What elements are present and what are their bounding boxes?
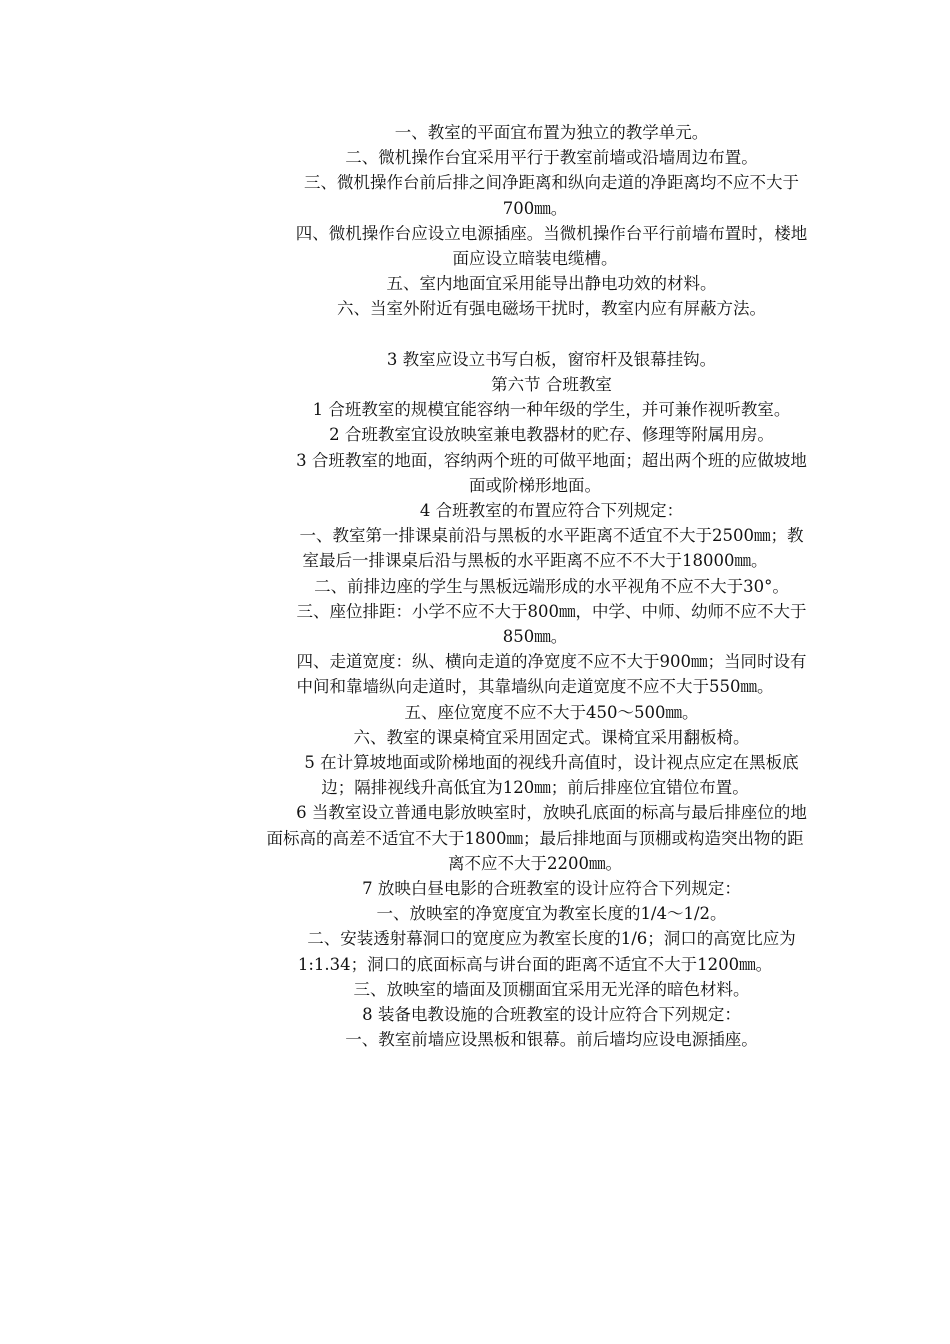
- paragraph: 三、微机操作台前后排之间净距离和纵向走道的净距离均不应不大于700㎜。: [304, 173, 799, 218]
- paragraph: 五、室内地面宜采用能导出静电功效的材料。: [386, 274, 717, 294]
- paragraph: 一、教室的平面宜布置为独立的教学单元。: [394, 123, 709, 142]
- paragraph: 一、教室第一排课桌前沿与黑板的水平距离不适宜不大于2500㎜；教室最后一排课桌后沿与黑板的水平距离不应不不大于18000㎜。: [299, 526, 804, 571]
- paragraph: 2 合班教室宜设放映室兼电教器材的贮存、修理等附属用房。: [329, 425, 774, 445]
- paragraph: 一、教室前墙应设黑板和银幕。前后墙均应设电源插座。: [345, 1030, 758, 1050]
- paragraph: 一、放映室的净宽度宜为教室长度的1/4～1/2。: [376, 904, 727, 924]
- paragraph-gap: [262, 322, 808, 347]
- paragraph: 5 在计算坡地面或阶梯地面的视线升高值时，设计视点应定在黑板底边；隔排视线升高低宜为120㎜；前后排座位宜错位布置。: [304, 753, 799, 798]
- paragraph: 6 当教室设立普通电影放映室时，放映孔底面的标高与最后排座位的地面标高的高差不适宜不大于1800㎜；最后排地面与顶棚或构造突出物的距离不应不大于2200㎜。: [266, 803, 807, 873]
- paragraph: 六、教室的课桌椅宜采用固定式。课椅宜采用翻板椅。: [353, 727, 750, 747]
- paragraph: 四、微机操作台应设立电源插座。当微机操作台平行前墙布置时，楼地面应设立暗装电缆槽。: [295, 223, 808, 269]
- paragraph: 1 合班教室的规模宜能容纳一种年级的学生，并可兼作视听教室。: [312, 400, 791, 420]
- paragraph: 二、前排边座的学生与黑板远端形成的水平视角不应不大于30°。: [314, 576, 789, 596]
- paragraph: 六、当室外附近有强电磁场干扰时，教室内应有屏蔽方法。: [337, 299, 766, 319]
- paragraph: 3 教室应设立书写白板，窗帘杆及银幕挂钩。: [386, 349, 717, 369]
- paragraph: 第六节 合班教室: [491, 375, 612, 395]
- paragraph: 3 合班教室的地面，容纳两个班的可做平地面；超出两个班的应做坡地面或阶梯形地面。: [296, 450, 807, 495]
- paragraph: 三、座位排距：小学不应不大于800㎜，中学、中师、幼师不应不大于850㎜。: [296, 601, 807, 647]
- paragraph: 四、走道宽度：纵、横向走道的净宽度不应不大于900㎜；当同时设有中间和靠墙纵向走道时，其靠墙纵向走道宽度不应不大于550㎜。: [296, 652, 807, 697]
- paragraph: 五、座位宽度不应不大于450～500㎜。: [404, 702, 699, 722]
- paragraph: 4 合班教室的布置应符合下列规定：: [419, 501, 684, 521]
- paragraph: 二、微机操作台宜采用平行于教室前墙或沿墙周边布置。: [345, 148, 758, 168]
- paragraph: 三、放映室的墙面及顶棚面宜采用无光泽的暗色材料。: [353, 979, 750, 999]
- paragraph: 二、安装透射幕洞口的宽度应为教室长度的1/6；洞口的高宽比应为1:1.34；洞口的底面标高与讲台面的距离不适宜不大于1200㎜。: [297, 929, 796, 974]
- document-body: [262, 120, 808, 1053]
- paragraph: 8 装备电教设施的合班教室的设计应符合下列规定：: [362, 1005, 741, 1025]
- paragraph: 7 放映白昼电影的合班教室的设计应符合下列规定：: [362, 879, 741, 899]
